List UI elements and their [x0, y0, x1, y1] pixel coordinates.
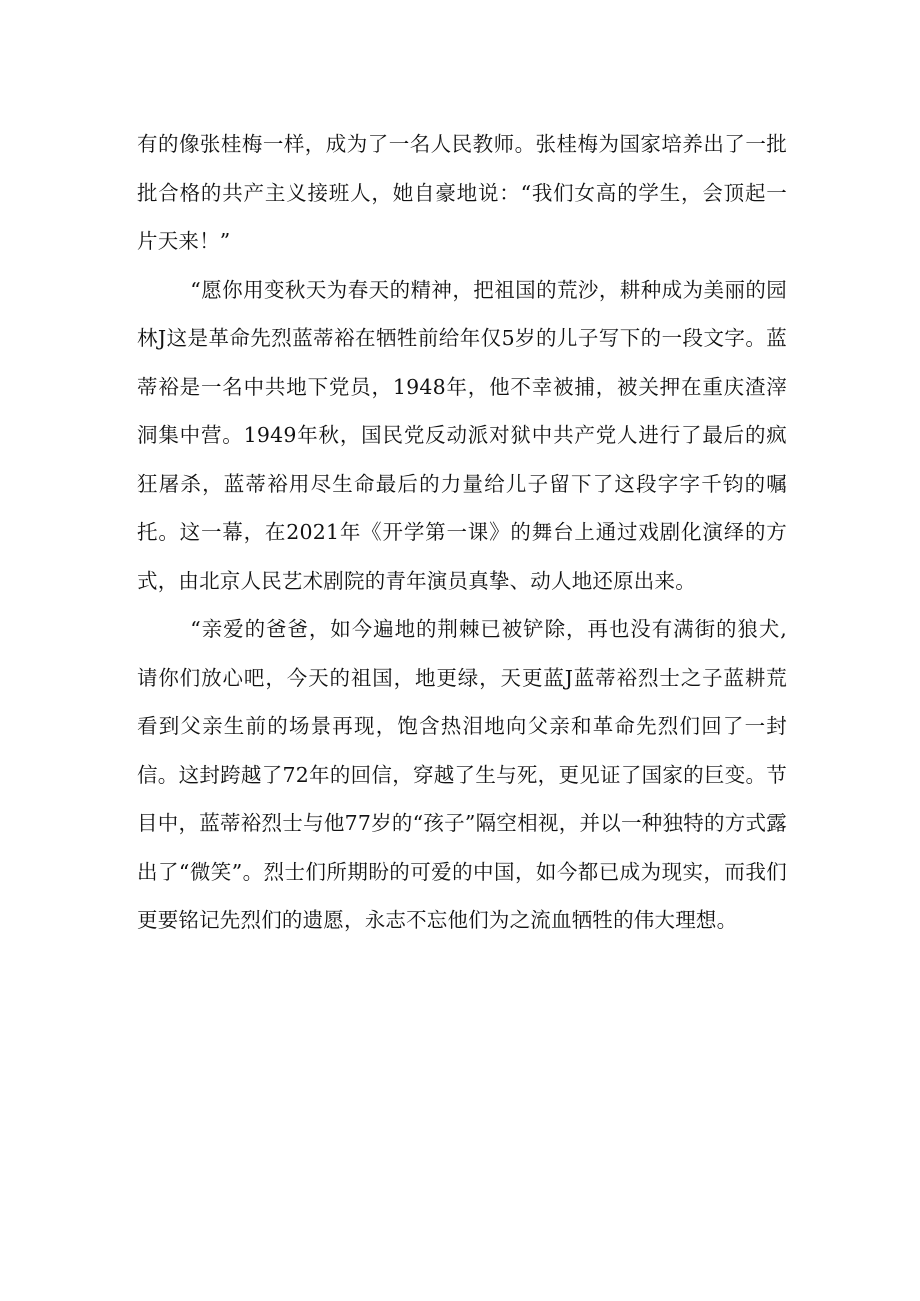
paragraph-reply-letter: “亲爱的爸爸，如今遍地的荆棘已被铲除，再也没有满街的狼犬,请你们放心吧，今天的祖国，地更绿，天更蓝J蓝蒂裕烈士之子蓝耕荒看到父亲生前的场景再现，饱含热泪地向父亲和革命先烈们回了一封信。这封跨越了72年的回信，穿越了生与死，更见证了国家的巨变。节目中，蓝蒂裕烈士与他77岁的“孩子”隔空相视，并以一种独特的方式露出了“微笑”。烈士们所期盼的可爱的中国，如今都已成为现实，而我们更要铭记先烈们的遗愿，永志不忘他们为之流血牺牲的伟大理想。 — [137, 617, 787, 932]
paragraph-continuation: 有的像张桂梅一样，成为了一名人民教师。张桂梅为国家培养出了一批批合格的共产主义接班人，她自豪地说：“我们女高的学生，会顶起一片天来！” — [137, 132, 787, 253]
paragraph-lan-diyu-letter: “愿你用变秋天为春天的精神，把祖国的荒沙，耕种成为美丽的园林J这是革命先烈蓝蒂裕在牺牲前给年仅5岁的儿子写下的一段文字。蓝蒂裕是一名中共地下党员，1948年，他不幸被捕，被关押在重庆渣滓洞集中营。1949年秋，国民党反动派对狱中共产党人进行了最后的疯狂屠杀，蓝蒂裕用尽生命最后的力量给儿子留下了这段字字千钧的嘱托。这一幕，在2021年《开学第一课》的舞台上通过戏剧化演绎的方式，由北京人民艺术剧院的青年演员真挚、动人地还原出来。 — [137, 277, 787, 593]
document-body — [137, 120, 787, 945]
